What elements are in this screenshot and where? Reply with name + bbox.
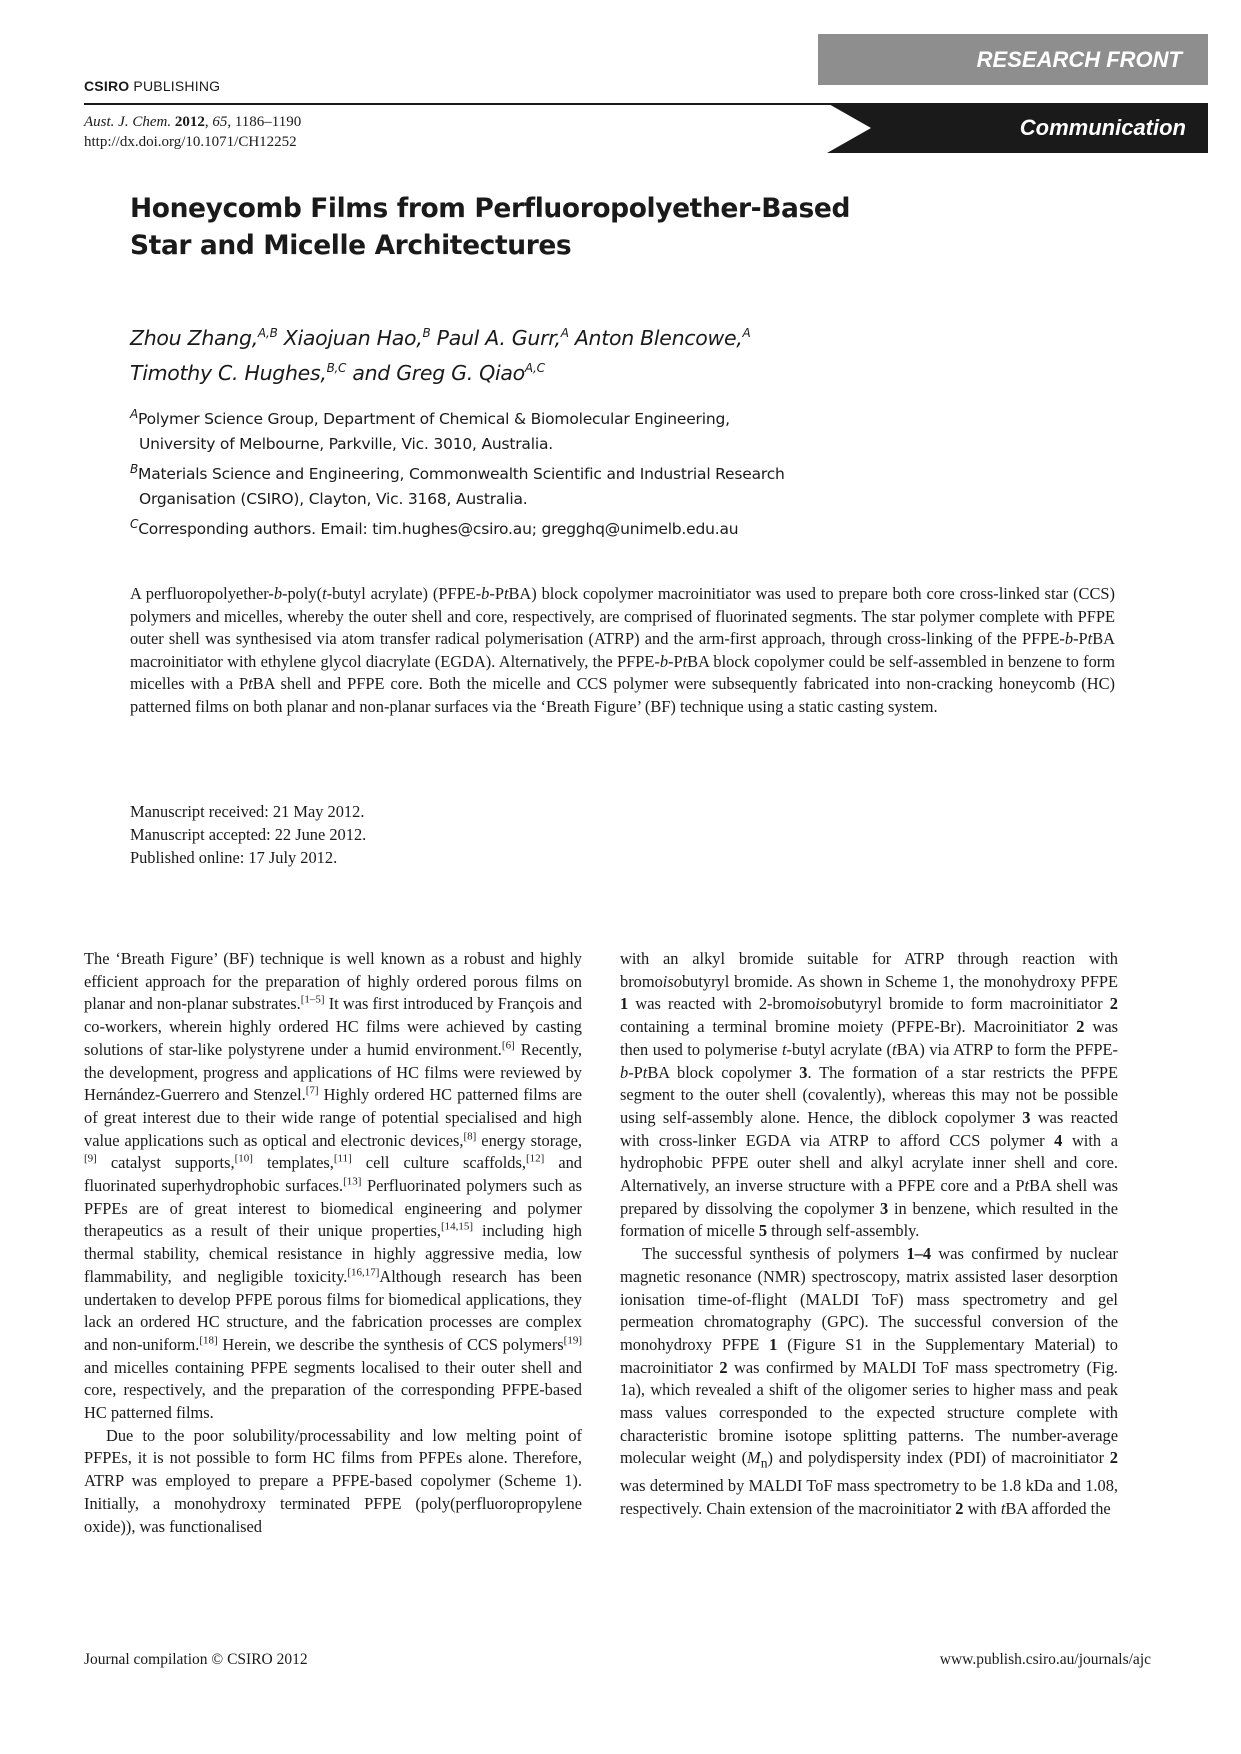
author-affiliation-sup: A,C bbox=[524, 360, 545, 375]
author-name: Paul A. Gurr, bbox=[436, 325, 561, 350]
date-accepted: Manuscript accepted: 22 June 2012. bbox=[130, 825, 367, 844]
text-run: . The formation of a star restricts the PFPE segment to the outer shell (covalently), whereas this may not be possible using self-assembly alone. Hence, the diblock copolymer bbox=[620, 1062, 1118, 1127]
footer-copyright: Journal compilation © CSIRO 2012 bbox=[84, 1651, 308, 1668]
italic-run: t bbox=[781, 1039, 787, 1059]
manuscript-dates bbox=[130, 800, 366, 869]
text-run: catalyst supports, bbox=[96, 1153, 235, 1173]
compound-number: 3 bbox=[1022, 1107, 1031, 1127]
author-name: Xiaojuan Hao, bbox=[283, 325, 423, 350]
affiliation-b-cont: Organisation (CSIRO), Clayton, Vic. 3168, Australia. bbox=[139, 490, 528, 509]
text-run: -P bbox=[489, 584, 504, 603]
text-run: templates, bbox=[252, 1153, 334, 1173]
text-run: It was first introduced by François and co-workers, wherein highly ordered HC films were achieved by casting solutions of star-like polystyrene under a humid environment. bbox=[84, 994, 582, 1059]
citation-ref[interactable]: [7] bbox=[305, 1084, 319, 1097]
text-run: Herein, we describe the synthesis of CCS polymers bbox=[217, 1334, 564, 1354]
author-affiliation-sup: B bbox=[422, 326, 431, 340]
text-run: was reacted with 2-bromo bbox=[628, 994, 816, 1014]
body-column-left bbox=[84, 948, 582, 1538]
journal-volume: 65 bbox=[212, 114, 228, 130]
title-line-2: Star and Micelle Architectures bbox=[130, 230, 572, 261]
author-line-2 bbox=[130, 353, 950, 388]
italic-run: b bbox=[620, 1062, 629, 1082]
text-run: (Figure S1 in the Supplementary Material) to macroinitiator bbox=[620, 1334, 1118, 1377]
abstract bbox=[130, 583, 1115, 718]
footer-journal-url[interactable]: www.publish.csiro.au/journals/ajc bbox=[939, 1651, 1151, 1668]
text-run: BA block copolymer could be self-assembled in benzene to form micelles with a P bbox=[130, 651, 1115, 693]
text-run: Recently, the development, progress and applications of HC films were reviewed by Hernández-Guerrero and Stenzel. bbox=[84, 1039, 582, 1105]
affiliation-marker: C bbox=[130, 517, 139, 532]
author-name: and Greg G. Qiao bbox=[352, 360, 525, 385]
date-published: Published online: 17 July 2012. bbox=[130, 848, 338, 867]
citation-ref[interactable]: [19] bbox=[563, 1334, 582, 1347]
compound-number: 3 bbox=[880, 1198, 889, 1218]
compound-number: 2 bbox=[955, 1499, 964, 1519]
text-run: containing a terminal bromine moiety (PFPE-Br). Macroinitiator bbox=[620, 1017, 1077, 1037]
italic-run: b bbox=[481, 584, 490, 603]
text-run: butyryl bromide to form macroinitiator bbox=[834, 994, 1110, 1014]
compound-number: 1 bbox=[620, 994, 629, 1014]
author-name: Anton Blencowe, bbox=[574, 325, 743, 350]
author-name: Timothy C. Hughes, bbox=[130, 360, 327, 385]
citation-ref[interactable]: [12] bbox=[525, 1152, 545, 1165]
text-run: with a hydrophobic PFPE outer shell and alkyl acrylate inner shell and core. Alternatively, an inverse structure with a PFPE core and a P bbox=[620, 1130, 1118, 1196]
text-run: was determined by MALDI ToF mass spectrometry to be 1.8 kDa and 1.08, respectively. Chain extension of the macroinitiator bbox=[620, 1476, 1118, 1519]
text-run: A perfluoropolyether- bbox=[130, 584, 274, 603]
citation-ref[interactable]: [13] bbox=[343, 1175, 362, 1188]
affiliation-a-cont: University of Melbourne, Parkville, Vic. 3010, Australia. bbox=[139, 435, 553, 454]
text-run: cell culture scaffolds, bbox=[351, 1153, 526, 1173]
text-run: BA shell and PFPE core. Both the micelle and CCS polymer were subsequently fabricated into non-cracking honeycomb (HC) patterned films on both planar and non-planar surfaces via the ‘Breath Figure’ (BF) technique using a static casting system. bbox=[130, 674, 1115, 716]
italic-run: t bbox=[248, 674, 253, 693]
italic-run: t bbox=[503, 584, 509, 603]
affiliation-c bbox=[130, 512, 950, 542]
italic-run: b bbox=[659, 651, 669, 671]
italic-run: t bbox=[1087, 629, 1093, 648]
compound-number: 2 bbox=[1109, 1448, 1118, 1468]
author-affiliation-sup: B,C bbox=[326, 360, 347, 375]
text-run: -butyl acrylate) (PFPE- bbox=[326, 584, 482, 603]
text-run: was confirmed by MALDI ToF mass spectrometry (Fig. 1a), which revealed a shift of the oligomer series to higher mass and peak mass values corresponded to the expected structure complete with characteristic bromine isotope splitting patterns. The number-average molecular weight ( bbox=[620, 1357, 1118, 1468]
author-affiliation-sup: A bbox=[742, 326, 751, 340]
communication-label: Communication bbox=[1019, 115, 1186, 140]
text-run: was then used to polymerise bbox=[620, 1017, 1118, 1059]
text-run: was confirmed by nuclear magnetic resonance (NMR) spectroscopy, matrix assisted laser desorption ionisation time-of-flight (MALDI ToF) mass spectrometry and gel permeation chromatography (GPC). The successful conversion of the monohydroxy PFPE bbox=[620, 1244, 1119, 1354]
journal-year: 2012 bbox=[174, 114, 205, 130]
text-run: through self-assembly. bbox=[767, 1221, 920, 1241]
italic-run: t bbox=[892, 1039, 897, 1059]
text-run: in benzene, which resulted in the formation of micelle bbox=[620, 1198, 1118, 1241]
text-run: The ‘Breath Figure’ (BF) technique is well known as a robust and highly efficient approach for the preparation of highly ordered porous films on planar and non-planar substrates. bbox=[84, 949, 582, 1014]
affiliation-marker: B bbox=[130, 462, 139, 477]
paragraph: Due to the poor solubility/processability and low melting point of PFPEs, it is not possible to form HC films from PFPEs alone. Therefore, ATRP was employed to prepare a PFPE-based copolymer (Scheme 1). Initially, a monohydroxy terminated PFPE (poly(perfluoropropylene oxide)), was functionalised bbox=[84, 1425, 582, 1536]
research-front-label: RESEARCH FRONT bbox=[976, 47, 1182, 72]
italic-run: t bbox=[642, 1062, 648, 1082]
citation bbox=[84, 112, 301, 152]
affiliation-b bbox=[130, 457, 950, 487]
text-run: including high thermal stability, chemical resistance in highly aggressive media, low flammability, and negligible toxicity. bbox=[84, 1221, 582, 1286]
italic-run: t bbox=[322, 584, 327, 603]
text-run: energy storage, bbox=[476, 1130, 583, 1150]
text-run: Although research has been undertaken to develop PFPE porous films for biomedical applications, they lack an ordered HC structure, and the fabrication processes are complex and non-uniform. bbox=[84, 1266, 582, 1354]
italic-run: iso bbox=[662, 971, 682, 991]
journal-pages: , 1186–1190 bbox=[227, 114, 302, 130]
text-run: BA block copolymer bbox=[647, 1062, 800, 1082]
compound-number: 3 bbox=[799, 1062, 808, 1082]
text-run: BA shell was prepared by dissolving the copolymer bbox=[620, 1176, 1118, 1218]
compound-number: 2 bbox=[719, 1357, 728, 1377]
corresponding-email: Corresponding authors. Email: tim.hughes@csiro.au; gregghq@unimelb.edu.au bbox=[138, 520, 739, 539]
author-affiliation-sup: A bbox=[560, 326, 569, 340]
body-column-right bbox=[620, 948, 1118, 1521]
citation-ref[interactable]: [1–5] bbox=[300, 993, 325, 1006]
paragraph bbox=[620, 948, 1118, 1243]
text-run: -P bbox=[1073, 629, 1088, 648]
text-run: -butyl acrylate ( bbox=[786, 1039, 893, 1059]
author-affiliation-sup: A,B bbox=[257, 326, 278, 340]
text-run: Perfluorinated polymers such as PFPEs are of great interest to biomedical engineering and polymer therapeutics as a result of their unique properties, bbox=[84, 1176, 582, 1241]
text-run: with bbox=[963, 1499, 1001, 1519]
citation-ref[interactable]: [11] bbox=[333, 1152, 352, 1165]
paragraph bbox=[620, 1243, 1118, 1521]
text-run: and fluorinated superhydrophobic surfaces. bbox=[84, 1153, 582, 1196]
subscript: n bbox=[760, 1455, 768, 1471]
citation-ref[interactable]: [9] bbox=[84, 1152, 97, 1165]
page-title bbox=[130, 190, 890, 264]
title-line-1: Honeycomb Films from Perfluoropolyether-Based bbox=[130, 193, 851, 224]
compound-number: 5 bbox=[758, 1221, 768, 1241]
text-run: -poly( bbox=[282, 584, 323, 603]
publisher-name bbox=[84, 78, 220, 94]
affiliation-a bbox=[130, 402, 950, 432]
italic-run: t bbox=[1000, 1499, 1006, 1519]
research-front-banner bbox=[818, 34, 1208, 85]
affiliations bbox=[130, 402, 950, 542]
text-run: was reacted with cross-linker EGDA via ATRP to afford CCS polymer bbox=[620, 1107, 1119, 1150]
italic-run: M bbox=[747, 1448, 761, 1468]
citation-ref[interactable]: [8] bbox=[463, 1130, 477, 1143]
affiliation-text: Materials Science and Engineering, Commonwealth Scientific and Industrial Research bbox=[138, 465, 785, 484]
text-run: butyryl bromide. As shown in Scheme 1, the monohydroxy PFPE bbox=[681, 971, 1118, 991]
text-run: BA) block copolymer macroinitiator was used to prepare both core cross-linked star (CCS) polymers and micelles, whereby the outer shell and core, respectively, are comprised of fluorinated segments. The star polymer complete with PFPE outer shell was synthesised via atom transfer radical polymerisation (ATRP) and the arm-first approach, through cross-linking of the PFPE- bbox=[130, 584, 1115, 648]
compound-number: 2 bbox=[1076, 1017, 1085, 1037]
text-run: and micelles containing PFPE segments localised to their outer shell and core, respectively, and the preparation of the corresponding PFPE-based HC patterned films. bbox=[84, 1357, 582, 1423]
affiliation-marker: A bbox=[130, 407, 139, 421]
compound-number: 1 bbox=[769, 1334, 778, 1354]
italic-run: b bbox=[273, 584, 283, 603]
text-run: -P bbox=[628, 1062, 643, 1082]
compound-number: 4 bbox=[1054, 1130, 1063, 1150]
journal-citation: Aust. J. Chem. 2012, 65, 1186–1190 bbox=[84, 114, 302, 130]
citation-ref[interactable]: [18] bbox=[199, 1334, 218, 1347]
affiliation-text: Polymer Science Group, Department of Chemical & Biomolecular Engineering, bbox=[138, 410, 730, 429]
text-run: ) and polydispersity index (PDI) of macroinitiator bbox=[767, 1448, 1110, 1468]
author-line-1 bbox=[130, 318, 950, 353]
citation-ref[interactable]: [6] bbox=[501, 1039, 515, 1052]
citation-ref[interactable]: [10] bbox=[234, 1152, 253, 1165]
doi-link[interactable]: http://dx.doi.org/10.1071/CH12252 bbox=[84, 134, 297, 150]
journal-name: Aust. J. Chem. bbox=[84, 114, 172, 130]
text-run: with an alkyl bromide suitable for ATRP through reaction with bromo bbox=[620, 949, 1118, 991]
text-run: The successful synthesis of polymers bbox=[642, 1244, 907, 1264]
publisher-rest: PUBLISHING bbox=[129, 78, 221, 94]
text-run: BA afforded the bbox=[1005, 1499, 1111, 1519]
text-run: -P bbox=[668, 651, 683, 671]
author-list bbox=[130, 318, 950, 388]
compound-number: 2 bbox=[1109, 994, 1118, 1014]
compound-number: 1–4 bbox=[906, 1244, 932, 1264]
paragraph bbox=[84, 948, 582, 1425]
text-run: BA) via ATRP to form the PFPE- bbox=[896, 1039, 1119, 1059]
italic-run: t bbox=[1024, 1176, 1030, 1196]
author-name: Zhou Zhang, bbox=[130, 325, 258, 350]
publisher-bold: CSIRO bbox=[84, 78, 130, 94]
citation-ref[interactable]: [16,17] bbox=[347, 1266, 380, 1279]
text-run: Highly ordered HC patterned films are of great interest due to their wide range of potential specialised and high value applications such as optical and electronic devices, bbox=[84, 1085, 582, 1150]
citation-ref[interactable]: [14,15] bbox=[441, 1220, 474, 1233]
italic-run: t bbox=[682, 651, 688, 671]
text-run: BA macroinitiator with ethylene glycol diacrylate (EGDA). Alternatively, the PFPE- bbox=[130, 629, 1115, 671]
date-received: Manuscript received: 21 May 2012. bbox=[130, 802, 365, 821]
italic-run: iso bbox=[815, 994, 835, 1014]
italic-run: b bbox=[1064, 629, 1074, 648]
